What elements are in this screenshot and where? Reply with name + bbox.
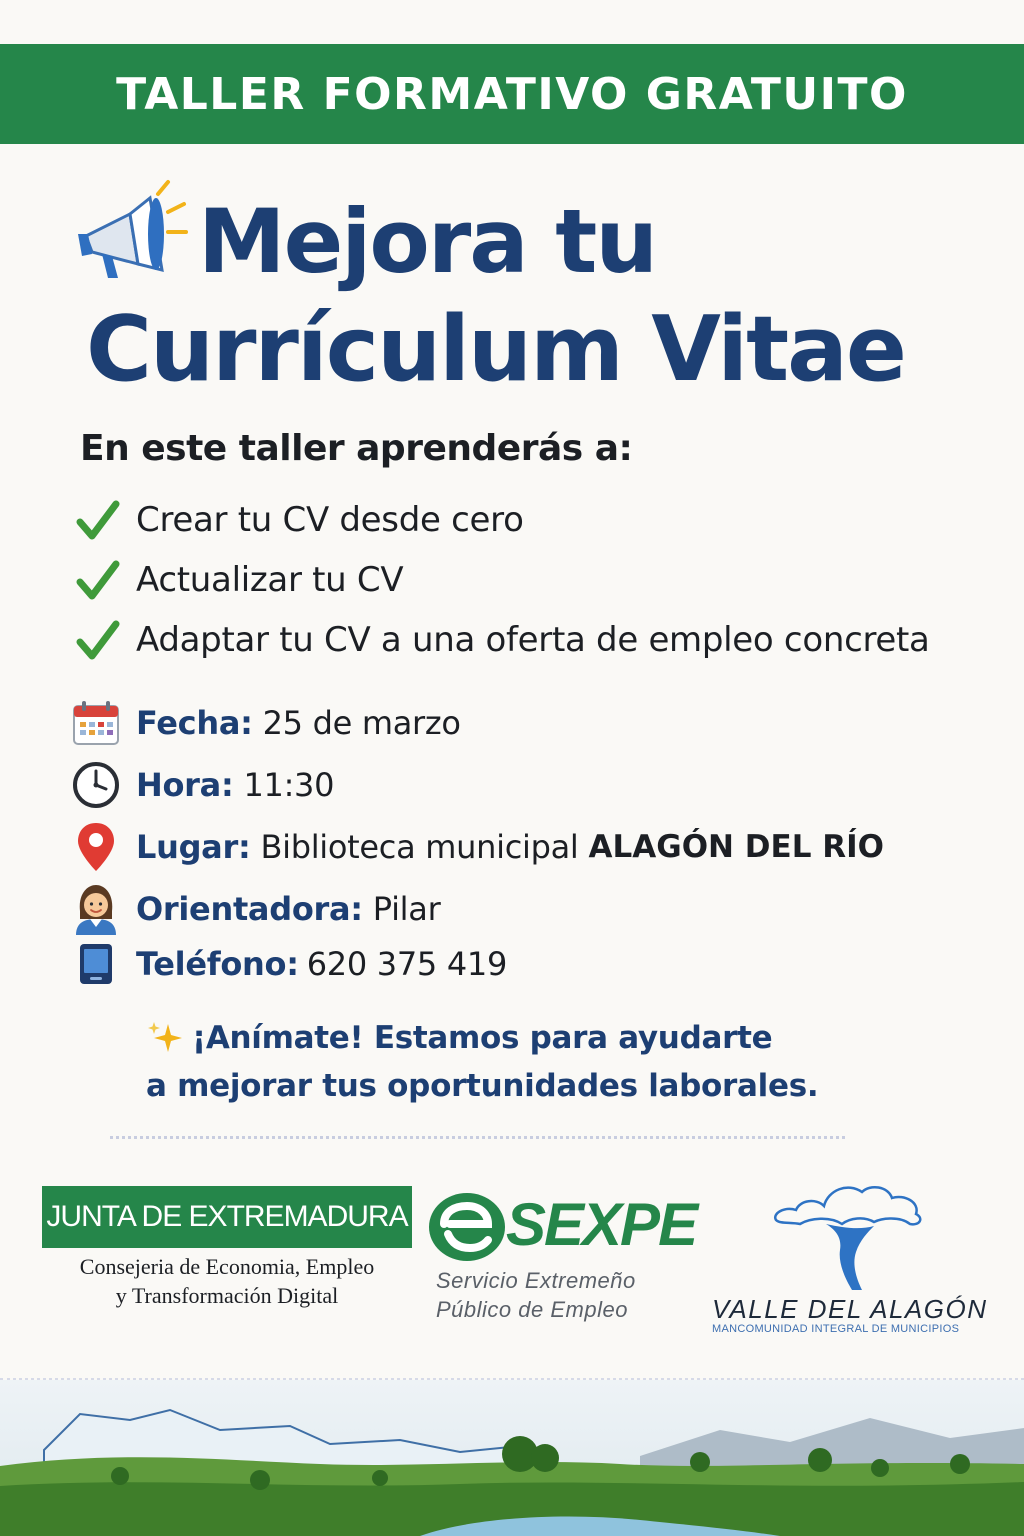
lugar-value: Biblioteca municipal [260, 828, 579, 866]
junta-logo [42, 1186, 412, 1248]
telefono-value: 620 375 419 [306, 945, 508, 983]
list-item-text: Adaptar tu CV a una oferta de empleo concreta [136, 620, 930, 660]
orientadora-label: Orientadora: [136, 890, 363, 928]
sexpe-logo-icon [426, 1190, 508, 1264]
fecha-label: Fecha: [136, 704, 253, 742]
detail-hora [70, 754, 884, 816]
detail-orientadora [70, 878, 884, 940]
list-item [74, 610, 930, 670]
clock-icon [72, 761, 120, 809]
hora-label: Hora: [136, 766, 234, 804]
list-item [74, 490, 930, 550]
check-icon [74, 616, 122, 664]
sexpe-subtitle: Servicio Extremeño Público de Empleo [436, 1268, 636, 1322]
title-line-2: Currículum Vitae [86, 297, 905, 402]
cta-line-2: a mejorar tus oportunidades laborales. [146, 1068, 819, 1104]
valle-logo-icon [770, 1176, 930, 1296]
event-details [70, 692, 884, 988]
check-icon [74, 496, 122, 544]
orientadora-value: Pilar [372, 890, 441, 928]
sexpe-name: SEXPE [506, 1191, 697, 1258]
call-to-action [146, 1014, 906, 1110]
main-title [0, 188, 1024, 404]
location-pin-icon [76, 821, 116, 873]
cta-line-1: ¡Anímate! Estamos para ayudarte [192, 1020, 773, 1056]
list-item-text: Crear tu CV desde cero [136, 500, 524, 540]
intro-text: En este taller aprenderás a: [80, 428, 633, 469]
woman-icon [72, 883, 120, 935]
phone-icon [78, 942, 114, 986]
junta-subtitle: Consejeria de Economia, Empleo y Transformación Digital [79, 1254, 375, 1308]
learn-list [74, 490, 930, 670]
landscape-illustration [0, 1380, 1024, 1536]
detail-lugar [70, 816, 884, 878]
divider [110, 1136, 845, 1139]
valle-subtitle: MANCOMUNIDAD INTEGRAL DE MUNICIPIOS [712, 1323, 960, 1335]
valle-name: VALLE DEL ALAGÓN [712, 1294, 988, 1324]
banner-title: TALLER FORMATIVO GRATUITO [116, 68, 908, 120]
check-icon [74, 556, 122, 604]
list-item [74, 550, 930, 610]
junta-name: JUNTA DE EXTREMADURA [46, 1200, 408, 1233]
calendar-icon [72, 700, 120, 746]
title-line-1: Mejora tu [198, 190, 657, 293]
detail-telefono [70, 940, 884, 988]
lugar-place: ALAGÓN DEL RÍO [588, 829, 884, 865]
sparkle-icon [146, 1018, 186, 1058]
fecha-value: 25 de marzo [262, 704, 461, 742]
telefono-label: Teléfono: [136, 945, 299, 983]
list-item-text: Actualizar tu CV [136, 560, 404, 600]
detail-fecha [70, 692, 884, 754]
header-banner [0, 44, 1024, 144]
hora-value: 11:30 [243, 766, 335, 804]
lugar-label: Lugar: [136, 828, 251, 866]
